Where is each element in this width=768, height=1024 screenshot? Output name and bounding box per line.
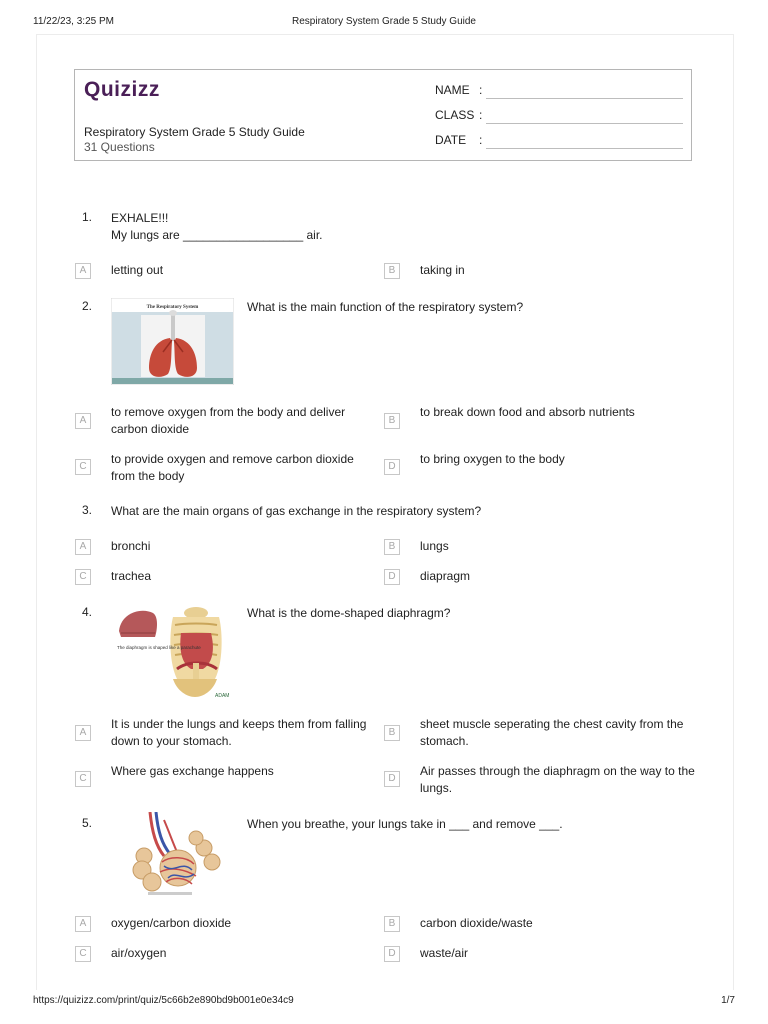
- option-text: to bring oxygen to the body: [420, 452, 565, 466]
- option-text: waste/air: [420, 946, 469, 960]
- option-text: letting out: [111, 263, 164, 277]
- question-number: 1.: [81, 210, 92, 224]
- image-credit: ADAM: [215, 693, 230, 699]
- date-label: DATE: [435, 133, 467, 147]
- date-colon: :: [479, 133, 483, 147]
- question-number: 4.: [81, 605, 92, 619]
- option-letter: A: [75, 413, 91, 429]
- image-caption: The diaphragm is shaped like a parachute: [117, 645, 201, 650]
- option-text: to provide oxygen and remove carbon dioxide from the body: [111, 452, 354, 483]
- option-letter: B: [384, 725, 400, 741]
- question-text: When you breathe, your lungs take in ___ and remove ___.: [247, 817, 563, 831]
- class-blank-line: [486, 123, 683, 124]
- option-letter: A: [75, 725, 91, 741]
- option-letter: B: [384, 539, 400, 555]
- question-text: What is the dome-shaped diaphragm?: [247, 606, 451, 620]
- option-letter: C: [75, 459, 91, 475]
- name-label: NAME: [435, 83, 470, 97]
- option-text: air/oxygen: [111, 946, 167, 960]
- question-text: What is the main function of the respiratory system?: [247, 300, 524, 314]
- option-letter: C: [75, 946, 91, 962]
- option-text: diapragm: [420, 569, 471, 583]
- print-header: [0, 16, 768, 30]
- question-text: What are the main organs of gas exchange in the respiratory system?: [111, 504, 482, 518]
- print-doc-title: Respiratory System Grade 5 Study Guide: [292, 16, 476, 27]
- option-letter: B: [384, 413, 400, 429]
- question-count: 31 Questions: [84, 140, 155, 154]
- option-text: Where gas exchange happens: [111, 764, 274, 778]
- image-caption: The Respiratory System: [146, 305, 199, 310]
- option-text: Air passes through the diaphragm on the way to the lungs.: [420, 764, 695, 795]
- option-letter: B: [384, 263, 400, 279]
- print-footer: [0, 995, 768, 1009]
- option-letter: D: [384, 459, 400, 475]
- class-colon: :: [479, 108, 483, 122]
- option-text: sheet muscle seperating the chest cavity from the stomach.: [420, 717, 684, 748]
- quizizz-logo: Quizizz: [84, 78, 160, 101]
- print-datetime: 11/22/23, 3:25 PM: [33, 16, 114, 27]
- option-text: trachea: [111, 569, 152, 583]
- option-text: to break down food and absorb nutrients: [420, 405, 635, 419]
- option-text: lungs: [420, 539, 449, 553]
- option-text: bronchi: [111, 539, 151, 553]
- quiz-title: Respiratory System Grade 5 Study Guide: [84, 125, 305, 139]
- question-text: EXHALE!!! My lungs are __________________ air.: [111, 211, 323, 242]
- option-text: taking in: [420, 263, 465, 277]
- option-text: oxygen/carbon dioxide: [111, 916, 232, 930]
- option-letter: A: [75, 263, 91, 279]
- worksheet-header: [74, 69, 692, 161]
- name-blank-line: [486, 98, 683, 99]
- option-letter: B: [384, 916, 400, 932]
- class-label: CLASS: [435, 108, 475, 122]
- question-number: 2.: [81, 299, 92, 313]
- option-letter: A: [75, 916, 91, 932]
- option-letter: A: [75, 539, 91, 555]
- option-letter: C: [75, 569, 91, 585]
- question-number: 5.: [81, 816, 92, 830]
- name-colon: :: [479, 83, 483, 97]
- option-letter: C: [75, 771, 91, 787]
- date-blank-line: [486, 148, 683, 149]
- option-letter: D: [384, 771, 400, 787]
- option-text: carbon dioxide/waste: [420, 916, 533, 930]
- question-number: 3.: [81, 503, 92, 517]
- option-text: It is under the lungs and keeps them from falling down to your stomach.: [111, 717, 367, 748]
- option-letter: D: [384, 569, 400, 585]
- option-letter: D: [384, 946, 400, 962]
- respiratory-system-image: [111, 298, 234, 385]
- alveoli-image: [130, 812, 226, 900]
- diaphragm-image: [111, 603, 237, 699]
- option-text: to remove oxygen from the body and deliver carbon dioxide: [111, 405, 346, 436]
- page-number: 1/7: [721, 995, 735, 1006]
- print-url[interactable]: https://quizizz.com/print/quiz/5c66b2e890bd9b001e0e34c9: [33, 995, 294, 1006]
